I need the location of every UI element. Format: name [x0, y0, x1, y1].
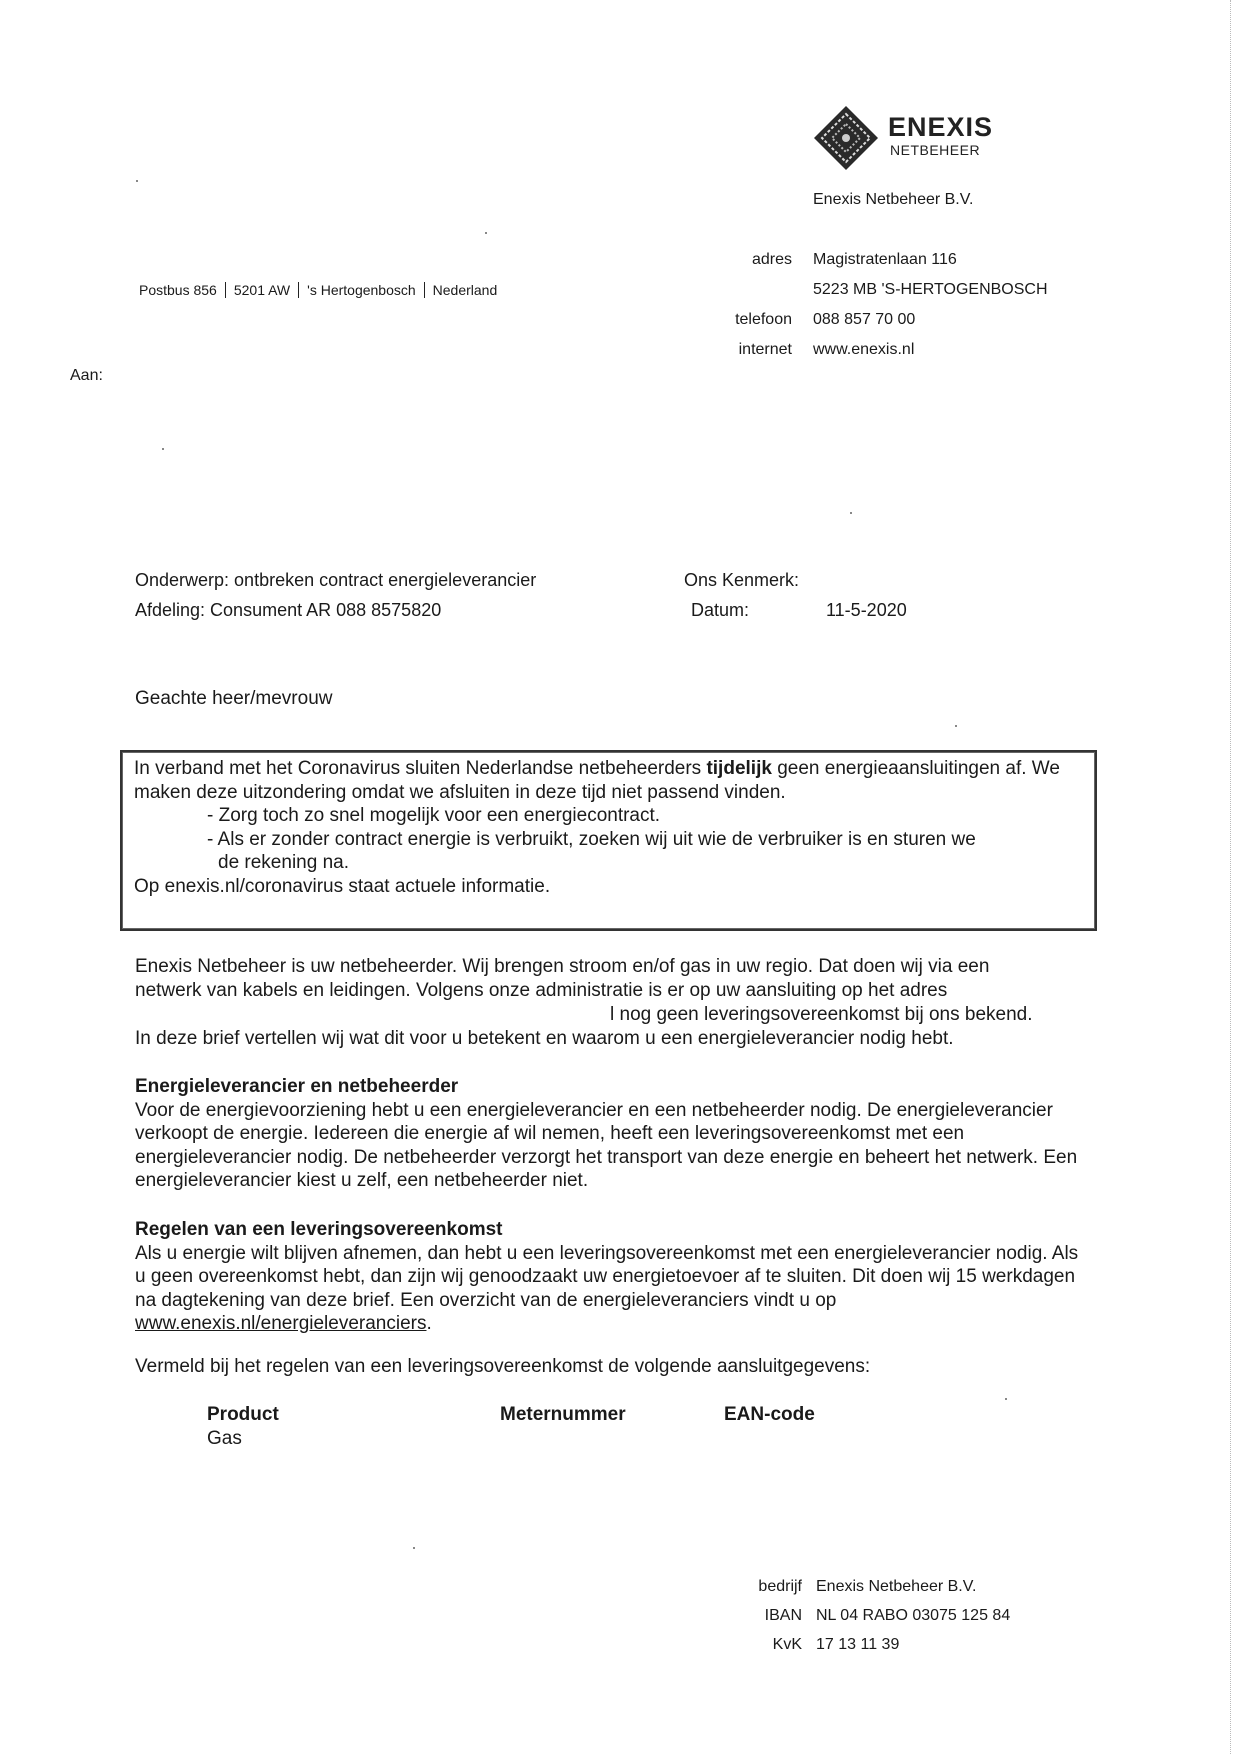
- footer-value-iban: NL 04 RABO 03075 125 84: [816, 1607, 1011, 1624]
- section-energy-supplier: [135, 1075, 1085, 1193]
- notice-bullet-continued: de rekening na.: [218, 852, 349, 873]
- scan-speck: [136, 180, 138, 182]
- section-supply-agreement: [135, 1218, 1085, 1336]
- footer-value-kvk: 17 13 11 39: [816, 1636, 900, 1653]
- reference-label: Ons Kenmerk:: [684, 570, 800, 590]
- notice-bold-word: tijdelijk: [706, 758, 772, 779]
- corona-notice-text: [134, 757, 1084, 898]
- separator: [225, 282, 226, 298]
- intro-line: Enexis Netbeheer is uw netbeheerder. Wij brengen stroom en/of gas in uw regio. Dat doen wij via een: [135, 956, 990, 977]
- scan-speck: [955, 725, 957, 727]
- section-body-text: Als u energie wilt blijven afnemen, dan hebt u een leveringsovereenkomst met een energieleverancier nodig. Als u geen overeenkomst hebt, dan zijn wij genoodzaakt uw energietoevoer af te sluiten. Dit doen wij 15 werkdagen na dagtekening van deze brief. Een overzicht van de energieleveranciers vindt u op: [135, 1242, 1079, 1311]
- date-label: Datum:: [691, 600, 750, 620]
- notice-bullet: - Als er zonder contract energie is verbruikt, zoeken wij uit wie de verbruiker is en sturen we: [207, 828, 976, 850]
- contact-value-internet: www.enexis.nl: [813, 341, 915, 358]
- notice-paragraph: [134, 757, 1084, 804]
- section-heading: Regelen van een leveringsovereenkomst: [135, 1219, 503, 1240]
- suppliers-link[interactable]: www.enexis.nl/energieleveranciers: [135, 1313, 427, 1334]
- section-body-text: .: [426, 1313, 432, 1334]
- intro-line: In deze brief vertellen wij wat dit voor u betekent en waarom u een energieleverancier nodig hebt.: [135, 1028, 954, 1049]
- contact-value-telefoon: 088 857 70 00: [813, 311, 916, 328]
- section-body: Voor de energievoorziening hebt u een energieleverancier en een netbeheerder nodig. De energieleverancier verkoopt de energie. Iedereen die energie af wil nemen, heeft een leveringsovereenkomst met een energieleverancier nodig. De netbeheerder verzorgt het transport van deze energie en beheert het netwerk. Een energieleverancier kiest u zelf, een netbeheerder niet.: [135, 1099, 1078, 1191]
- notice-text-part: In verband met het Coronavirus sluiten Nederlandse netbeheerders: [134, 758, 707, 779]
- sender-company: Enexis Netbeheer B.V.: [813, 191, 974, 208]
- footer-label-iban: IBAN: [764, 1607, 802, 1624]
- contact-value-adres: Magistratenlaan 116: [813, 251, 957, 268]
- salutation: Geachte heer/mevrouw: [135, 688, 333, 709]
- logo-wordmark: ENEXIS: [888, 112, 994, 142]
- postbus-part: 's Hertogenbosch: [307, 282, 416, 298]
- postbus-part: Postbus 856: [139, 282, 217, 298]
- scan-speck: [485, 232, 487, 234]
- logo-subtitle: NETBEHEER: [890, 142, 981, 158]
- scan-speck: [413, 1547, 415, 1549]
- scan-speck: [1005, 1398, 1007, 1400]
- scan-speck: [850, 512, 852, 514]
- footer-value-bedrijf: Enexis Netbeheer B.V.: [816, 1578, 977, 1595]
- footer-label-bedrijf: bedrijf: [758, 1578, 802, 1595]
- scan-edge-line: [1230, 0, 1232, 1754]
- table-header-ean: EAN-code: [724, 1404, 815, 1425]
- intro-line: l nog geen leveringsovereenkomst bij ons bekend.: [610, 1004, 1033, 1025]
- table-header-product: Product: [207, 1404, 279, 1425]
- enexis-diamond-logo-icon: [812, 104, 880, 172]
- footer-label-kvk: KvK: [772, 1636, 802, 1653]
- section-body: [135, 1242, 1085, 1336]
- contact-label-adres: adres: [751, 251, 792, 268]
- separator: [298, 282, 299, 298]
- return-address: [139, 282, 497, 298]
- subject-line: Onderwerp: ontbreken contract energieleverancier: [135, 570, 537, 590]
- recipient-label: Aan:: [70, 367, 103, 384]
- table-cell-product: Gas: [207, 1428, 242, 1449]
- date-value: 11-5-2020: [826, 600, 907, 620]
- notice-footer: Op enexis.nl/coronavirus staat actuele informatie.: [134, 875, 551, 897]
- table-header-meternummer: Meternummer: [500, 1404, 626, 1425]
- scan-speck: [162, 448, 164, 450]
- separator: [424, 282, 425, 298]
- department-line: Afdeling: Consument AR 088 8575820: [135, 600, 442, 620]
- contact-value-postcode: 5223 MB 'S-HERTOGENBOSCH: [813, 281, 1048, 298]
- contact-label-telefoon: telefoon: [735, 311, 792, 328]
- intro-line: netwerk van kabels en leidingen. Volgens onze administratie is er op uw aansluiting op het adres: [135, 980, 948, 1001]
- section-heading: Energieleverancier en netbeheerder: [135, 1076, 459, 1097]
- postbus-part: 5201 AW: [233, 282, 291, 298]
- notice-bullet: - Zorg toch zo snel mogelijk voor een energiecontract.: [207, 805, 661, 826]
- contact-label-internet: internet: [738, 341, 792, 358]
- postbus-part: Nederland: [432, 282, 498, 298]
- notice-text-part: geen energieaansluitingen af. We maken deze uitzondering omdat we afsluiten in deze tijd niet passend vinden.: [134, 758, 1060, 803]
- connection-details-intro: Vermeld bij het regelen van een leveringsovereenkomst de volgende aansluitgegevens:: [135, 1356, 871, 1377]
